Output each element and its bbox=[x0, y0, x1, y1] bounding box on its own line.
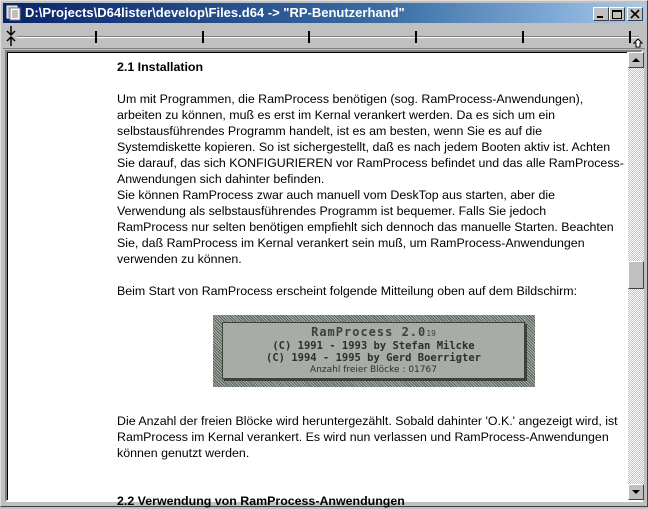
minimize-icon bbox=[597, 10, 605, 18]
close-icon bbox=[631, 10, 639, 18]
tab-stop[interactable] bbox=[202, 31, 204, 43]
tab-stop[interactable] bbox=[308, 31, 310, 43]
scroll-down-button[interactable] bbox=[628, 484, 644, 500]
paragraph-line: Verwendung als selbstausführendes Programm ist bequemer. Falls Sie jedoch bbox=[117, 204, 547, 218]
paragraph-line: Die Anzahl der freien Blöcke wird heruntergezählt. Sobald dahinter 'O.K.' angezeigt wird, ist bbox=[117, 414, 618, 428]
paragraph-line: RamProcess nur selten benötigen empfiehlt sich dennoch das manuelle Starten. Beachten bbox=[117, 220, 614, 234]
startup-message-box bbox=[222, 322, 525, 379]
paragraph-line: Anwendungen sich dahinter befinden. bbox=[117, 172, 325, 186]
vertical-scrollbar[interactable] bbox=[628, 52, 644, 500]
paragraph-line: Sie, daß RamProcess im Kernal verankert sein muß, um RamProcess-Anwendungen bbox=[117, 236, 585, 250]
ruler-bar[interactable] bbox=[3, 24, 645, 49]
screenshot-copyright-1: (C) 1991 - 1993 by Stefan Milcke bbox=[272, 340, 475, 352]
scrollbar-thumb[interactable] bbox=[628, 261, 644, 289]
arrow-up-icon bbox=[632, 58, 640, 63]
screenshot-title: RamProcess 2.0 bbox=[311, 325, 427, 339]
right-margin-stop[interactable] bbox=[629, 31, 631, 43]
window-title: D:\Projects\D64lister\develop\Files.d64 -> "RP-Benutzerhand" bbox=[25, 5, 405, 20]
tab-stop[interactable] bbox=[415, 31, 417, 43]
ramprocess-startup-screenshot bbox=[213, 315, 535, 387]
paragraph-line: Sie darauf, das sich KONFIGURIEREN vor RamProcess befindet und das alle RamProcess- bbox=[117, 156, 624, 170]
paragraph-line: können genutzt werden. bbox=[117, 446, 250, 460]
minimize-button[interactable] bbox=[593, 7, 609, 21]
paragraph-line: RamProcess im Kernal verankert. Es wird nun verlassen und RamProcess-Anwendungen bbox=[117, 430, 609, 444]
title-bar[interactable] bbox=[3, 3, 645, 23]
ruler-line bbox=[17, 36, 639, 38]
screenshot-copyright-2: (C) 1994 - 1995 by Gerd Boerrigter bbox=[266, 352, 481, 364]
paragraph-line: selbstausführendes Programm handelt, ist es am besten, wenn Sie es auf die bbox=[117, 124, 542, 138]
document-text bbox=[117, 59, 627, 509]
left-margin-marker-icon[interactable] bbox=[6, 26, 16, 46]
document-frame bbox=[5, 50, 643, 508]
close-button[interactable] bbox=[627, 7, 643, 21]
screenshot-free-blocks: Anzahl freier Blöcke : 01767 bbox=[310, 365, 437, 375]
document-app-icon bbox=[6, 5, 22, 21]
maximize-button[interactable] bbox=[609, 7, 625, 21]
tab-stop[interactable] bbox=[95, 31, 97, 43]
paragraph-line: arbeiten zu können, muß es erst im Kernal verankert werden. Da es sich um ein bbox=[117, 108, 556, 122]
paragraph-line: Systemdiskette kopieren. So ist sichergestellt, daß es nach jedem Booten aktiv ist. Achten bbox=[117, 140, 611, 154]
tab-stop[interactable] bbox=[522, 31, 524, 43]
document-view[interactable] bbox=[7, 52, 627, 508]
arrow-down-icon bbox=[632, 490, 640, 495]
maximize-icon bbox=[612, 10, 622, 19]
paragraph-line: Um mit Programmen, die RamProcess benötigen (sog. RamProcess-Anwendungen), bbox=[117, 92, 584, 106]
screenshot-version-suffix: 19 bbox=[426, 329, 436, 338]
section-heading-installation: 2.1 Installation bbox=[117, 60, 204, 74]
paragraph-line: verwenden zu können. bbox=[117, 252, 242, 266]
scroll-up-button[interactable] bbox=[628, 52, 644, 68]
right-margin-marker-icon[interactable] bbox=[633, 38, 643, 48]
section-heading-usage: 2.2 Verwendung von RamProcess-Anwendungen bbox=[117, 494, 405, 508]
paragraph-line: Beim Start von RamProcess erscheint folgende Mitteilung oben auf dem Bildschirm: bbox=[117, 284, 578, 298]
paragraph-line: Sie können RamProcess zwar auch manuell vom DeskTop aus starten, aber die bbox=[117, 188, 556, 202]
